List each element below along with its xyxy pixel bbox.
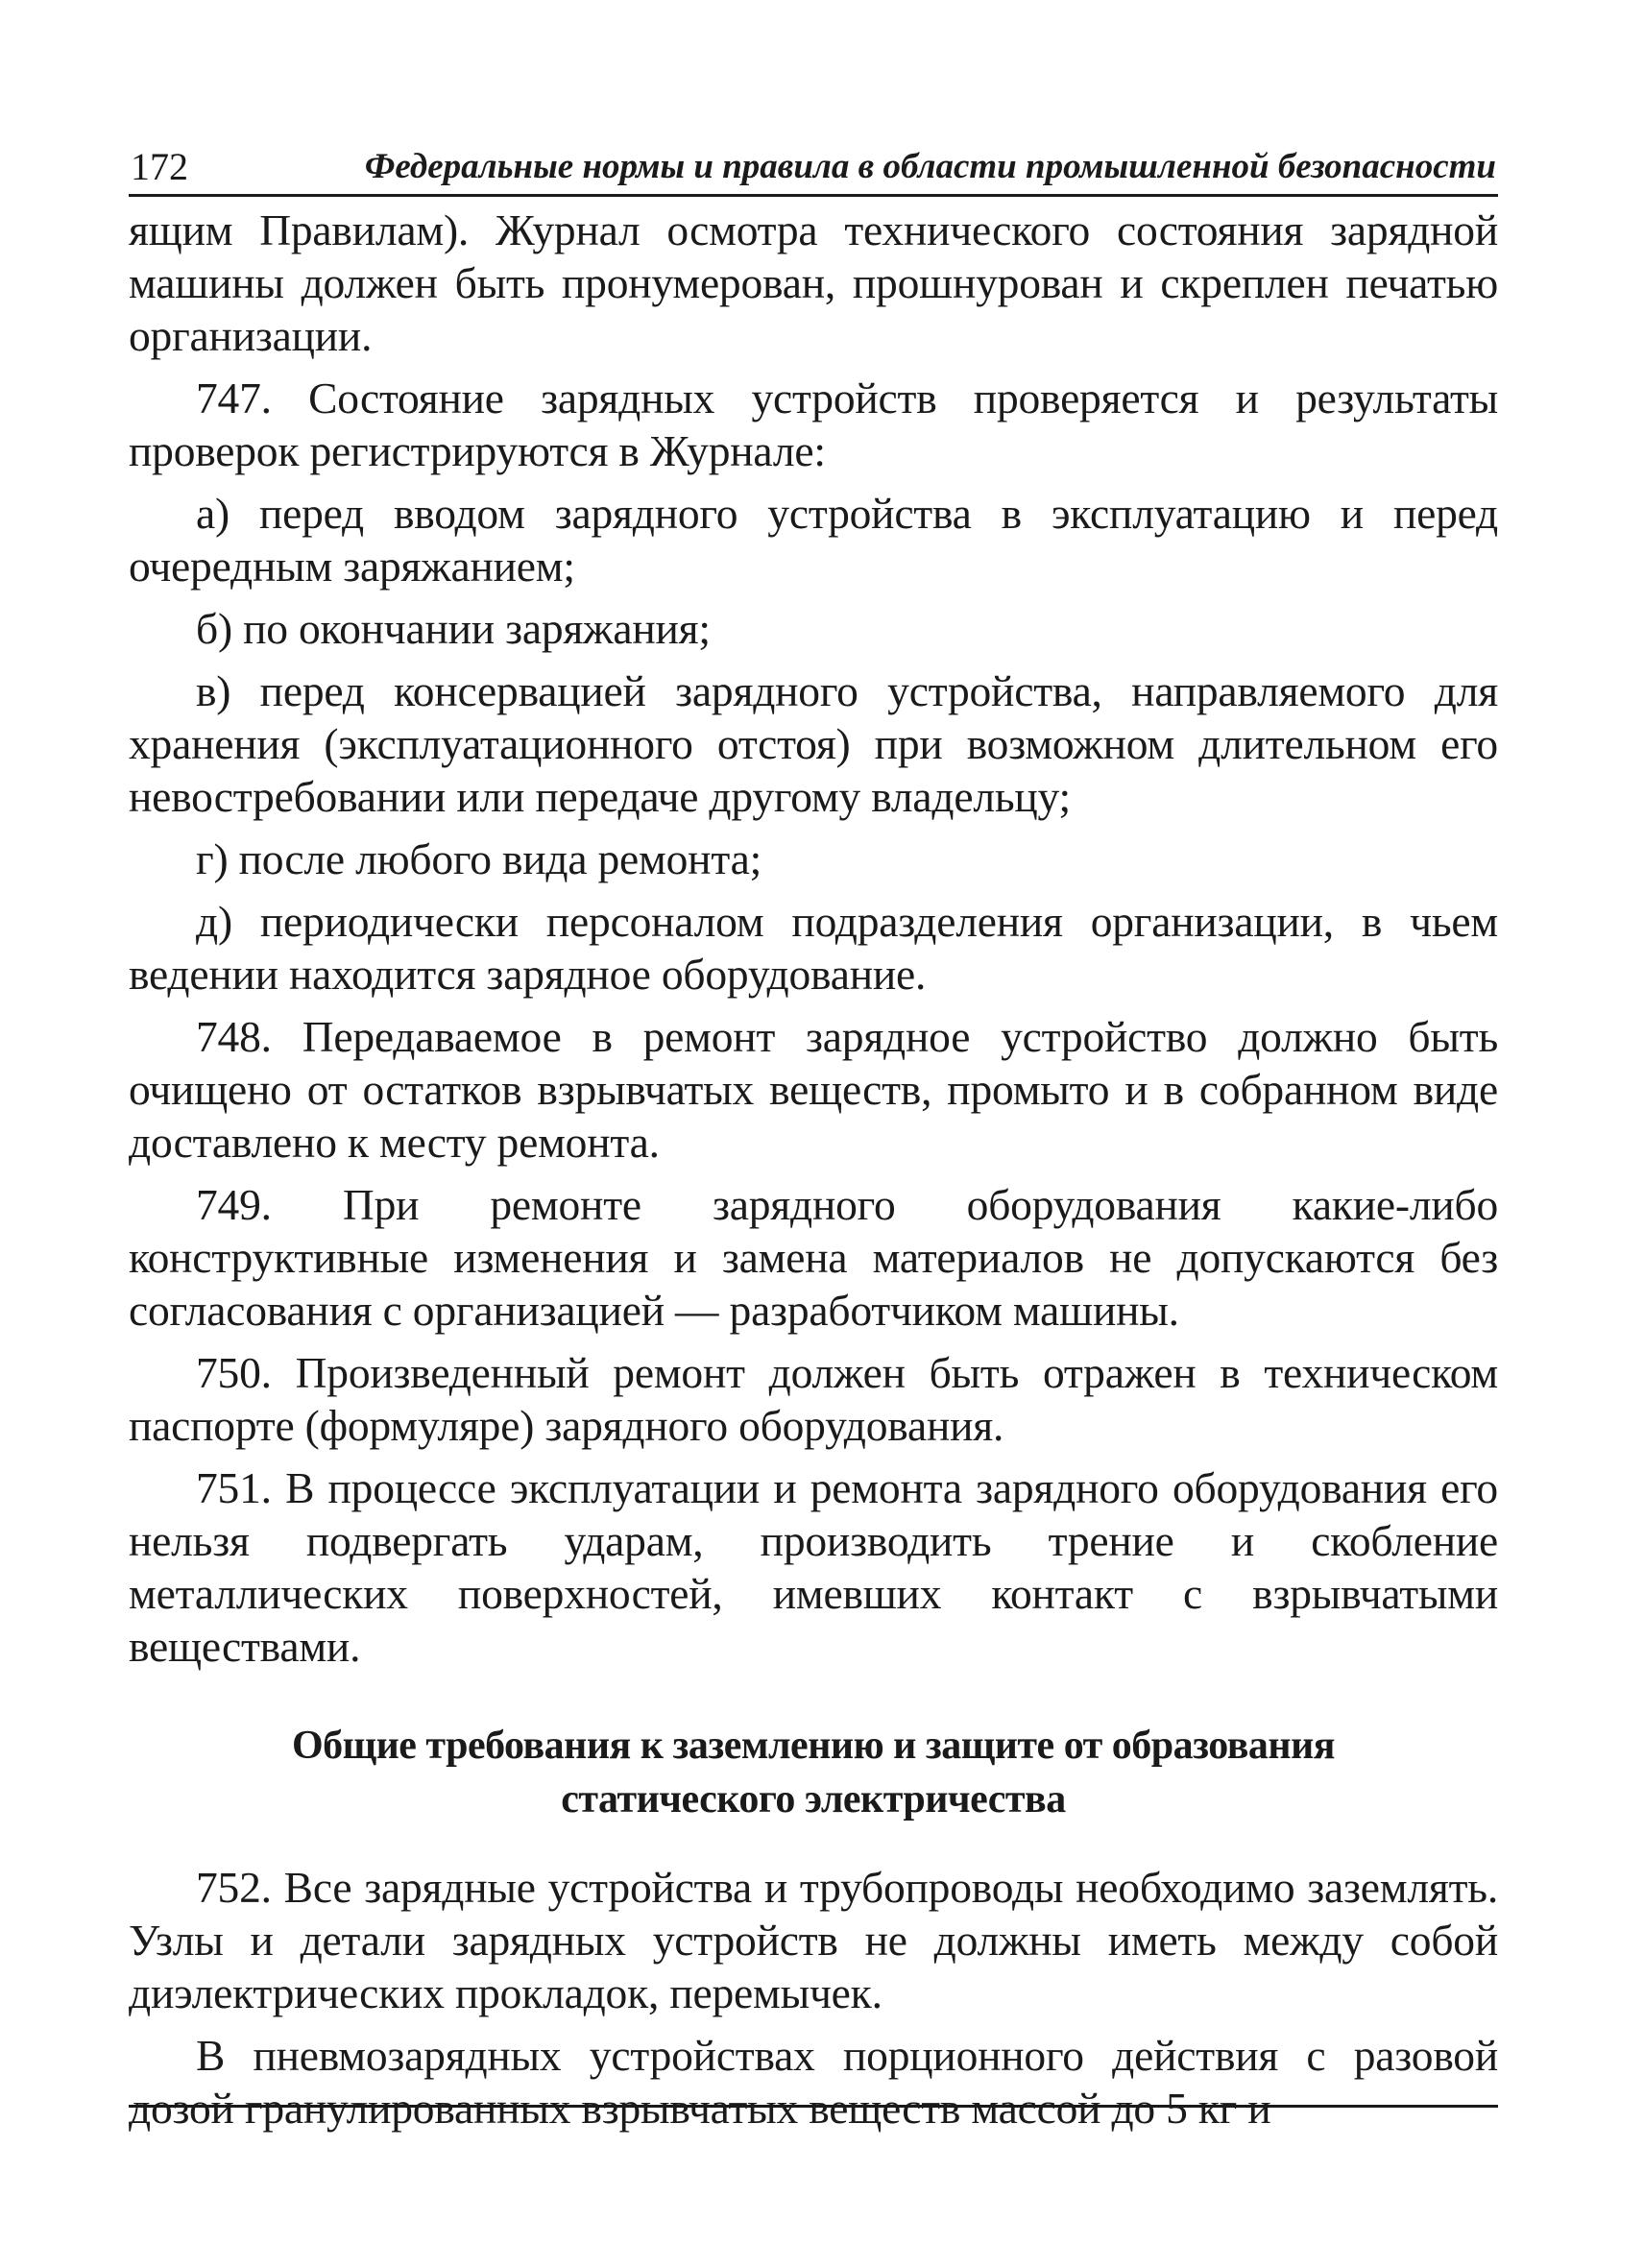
section-heading (129, 1719, 1498, 1826)
list-item-747-a: а) перед вводом зарядного устройства в эксплуатацию и перед очередным заряжанием; (129, 489, 1498, 591)
paragraph-752: 752. Все зарядные устройства и трубопроводы необходимо заземлять. Узлы и детали зарядных устройств не должны иметь между собой диэлектрических прокладок, перемычек. (129, 1863, 1498, 2017)
list-item-747-v: в) перед консервацией зарядного устройства, направляемого для хранения (эксплуатационного отстоя) при возможном длительном его невостребовании или передаче другому владельцу; (129, 666, 1498, 821)
paragraph-747: 747. Состояние зарядных устройств проверяется и результаты проверок регистрируются в Журнале: (129, 374, 1498, 475)
paragraph-749: 749. При ремонте зарядного оборудования какие-либо конструктивные изменения и замена материалов не допускаются без согласования с организацией — разработчиком машины. (129, 1180, 1498, 1335)
paragraph-752-continued: В пневмозарядных устройствах порционного действия с разовой дозой гранулированных взрывчатых веществ массой до 5 кг и (129, 2031, 1498, 2133)
running-title: Федеральные нормы и правила в области промышленной безопасности (364, 147, 1496, 186)
page-number: 172 (131, 145, 188, 188)
list-item-747-d: д) периодически персоналом подразделения организации, в чьем ведении находится зарядное оборудование. (129, 897, 1498, 999)
body-text (129, 204, 1498, 2135)
paragraph-750: 750. Произведенный ремонт должен быть отражен в техническом паспорте (формуляре) зарядного оборудования. (129, 1348, 1498, 1450)
page-header (129, 142, 1498, 197)
paragraph-751: 751. В процессе эксплуатации и ремонта зарядного оборудования его нельзя подвергать ударам, производить трение и скобление металлических поверхностей, имевших контакт с взрывчатыми веществами. (129, 1463, 1498, 1671)
paragraph-continuation: ящим Правилам). Журнал осмотра технического состояния зарядной машины должен быть пронумерован, прошнурован и скреплен печатью организации. (129, 205, 1498, 360)
section-heading-line-2: статического электричества (561, 1777, 1066, 1822)
bottom-rule (129, 2105, 1498, 2108)
paragraph-748: 748. Передаваемое в ремонт зарядное устройство должно быть очищено от остатков взрывчатых веществ, промыто и в собранном виде доставлено к месту ремонта. (129, 1012, 1498, 1167)
section-heading-line-1: Общие требования к заземлению и защите от образования (291, 1724, 1336, 1768)
list-item-747-b: б) по окончании заряжания; (196, 604, 711, 653)
list-item-747-g: г) после любого вида ремонта; (196, 834, 762, 883)
